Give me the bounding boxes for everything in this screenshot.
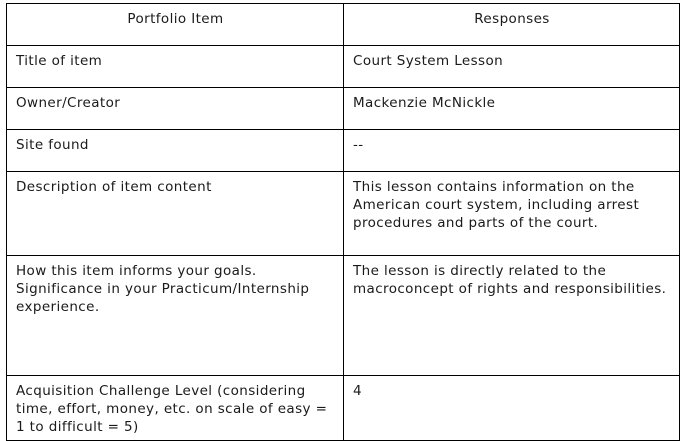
row-response-goals: The lesson is directly related to the macroconcept of rights and responsibilities. — [344, 256, 680, 376]
column-header-portfolio-item: Portfolio Item — [7, 4, 344, 46]
table-header-row — [7, 4, 680, 46]
table-row — [7, 130, 680, 172]
table-row — [7, 88, 680, 130]
table-row — [7, 172, 680, 256]
row-response-owner: Mackenzie McNickle — [344, 88, 680, 130]
row-label-owner: Owner/Creator — [7, 88, 344, 130]
table-row — [7, 46, 680, 88]
row-label-site: Site found — [7, 130, 344, 172]
row-response-site: -- — [344, 130, 680, 172]
row-label-acquisition: Acquisition Challenge Level (considering time, effort, money, etc. on scale of easy = 1 to difficult = 5) — [7, 376, 344, 441]
row-response-description: This lesson contains information on the American court system, including arrest procedures and parts of the court. — [344, 172, 680, 256]
table-row — [7, 256, 680, 376]
row-response-title: Court System Lesson — [344, 46, 680, 88]
row-response-acquisition: 4 — [344, 376, 680, 441]
column-header-responses: Responses — [344, 4, 680, 46]
row-label-goals: How this item informs your goals. Significance in your Practicum/Internship experience. — [7, 256, 344, 376]
table-row — [7, 376, 680, 441]
row-label-description: Description of item content — [7, 172, 344, 256]
portfolio-table — [6, 3, 680, 441]
row-label-title: Title of item — [7, 46, 344, 88]
